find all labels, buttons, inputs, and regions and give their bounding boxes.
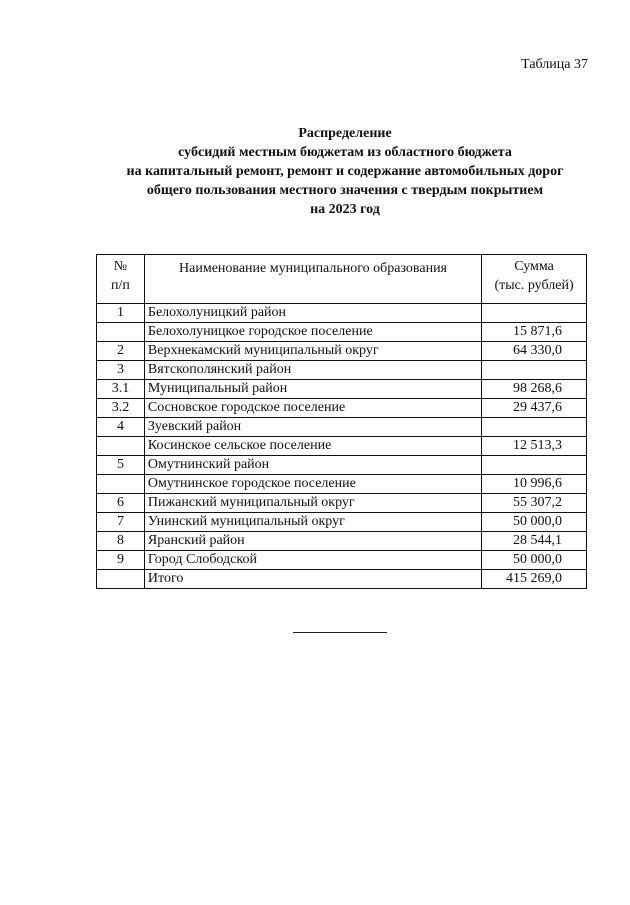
row-number [97,323,145,342]
row-number: 3 [97,361,145,380]
row-number: 3.1 [97,380,145,399]
total-sum: 415 269,0 [482,570,587,589]
table-row [97,475,587,494]
row-name: Белохолуницкое городское поселение [144,323,481,342]
row-name: Унинский муниципальный округ [144,513,481,532]
table-row [97,418,587,437]
row-sum: 98 268,6 [482,380,587,399]
row-sum: 10 996,6 [482,475,587,494]
distribution-table [96,254,587,589]
heading-line: на 2023 год [310,202,380,217]
bottom-divider [293,632,387,633]
header-name: Наименование муниципального образования [144,255,481,304]
heading-line: Распределение [298,126,392,141]
heading-line: субсидий местным бюджетам из областного бюджета [178,145,512,160]
table-body [97,304,587,570]
header-number-line: п/п [111,278,130,293]
row-number: 3.2 [97,399,145,418]
table-row [97,532,587,551]
header-sum-line: Сумма [514,259,554,274]
row-name: Омутнинский район [144,456,481,475]
row-sum: 50 000,0 [482,513,587,532]
row-name: Вятскополянский район [144,361,481,380]
table-row [97,323,587,342]
row-number: 6 [97,494,145,513]
row-number: 1 [97,304,145,323]
row-name: Сосновское городское поселение [144,399,481,418]
row-sum: 50 000,0 [482,551,587,570]
row-number: 4 [97,418,145,437]
row-name: Муниципальный район [144,380,481,399]
row-sum: 55 307,2 [482,494,587,513]
row-sum: 28 544,1 [482,532,587,551]
row-name: Верхнекамский муниципальный округ [144,342,481,361]
table-row [97,551,587,570]
row-sum [482,456,587,475]
table-row [97,437,587,456]
row-name: Город Слободской [144,551,481,570]
header-sum-line: (тыс. рублей) [494,278,574,293]
table-row [97,380,587,399]
row-number: 5 [97,456,145,475]
row-number [97,437,145,456]
row-number: 8 [97,532,145,551]
header-number [97,255,145,304]
table-row [97,399,587,418]
table-row [97,456,587,475]
row-number: 2 [97,342,145,361]
row-name: Косинское сельское поселение [144,437,481,456]
row-sum [482,361,587,380]
row-name: Белохолуницкий район [144,304,481,323]
total-label: Итого [144,570,481,589]
table-row [97,361,587,380]
total-row [97,570,587,589]
row-name: Пижанский муниципальный округ [144,494,481,513]
header-sum [482,255,587,304]
row-number [97,475,145,494]
row-name: Яранский район [144,532,481,551]
heading-line: на капитальный ремонт, ремонт и содержание автомобильных дорог [126,164,564,179]
total-number-cell [97,570,145,589]
row-sum [482,304,587,323]
heading-line: общего пользования местного значения с твердым покрытием [146,183,544,198]
table-row [97,494,587,513]
row-number: 9 [97,551,145,570]
row-sum: 29 437,6 [482,399,587,418]
row-sum: 15 871,6 [482,323,587,342]
document-heading [70,124,620,219]
table-row [97,342,587,361]
header-number-line: № [113,259,128,274]
table-row [97,304,587,323]
table-number: Таблица 37 [521,57,588,72]
row-number: 7 [97,513,145,532]
row-sum: 12 513,3 [482,437,587,456]
row-name: Омутнинское городское поселение [144,475,481,494]
table-row [97,513,587,532]
row-sum: 64 330,0 [482,342,587,361]
row-name: Зуевский район [144,418,481,437]
row-sum [482,418,587,437]
table-header-row [97,255,587,304]
